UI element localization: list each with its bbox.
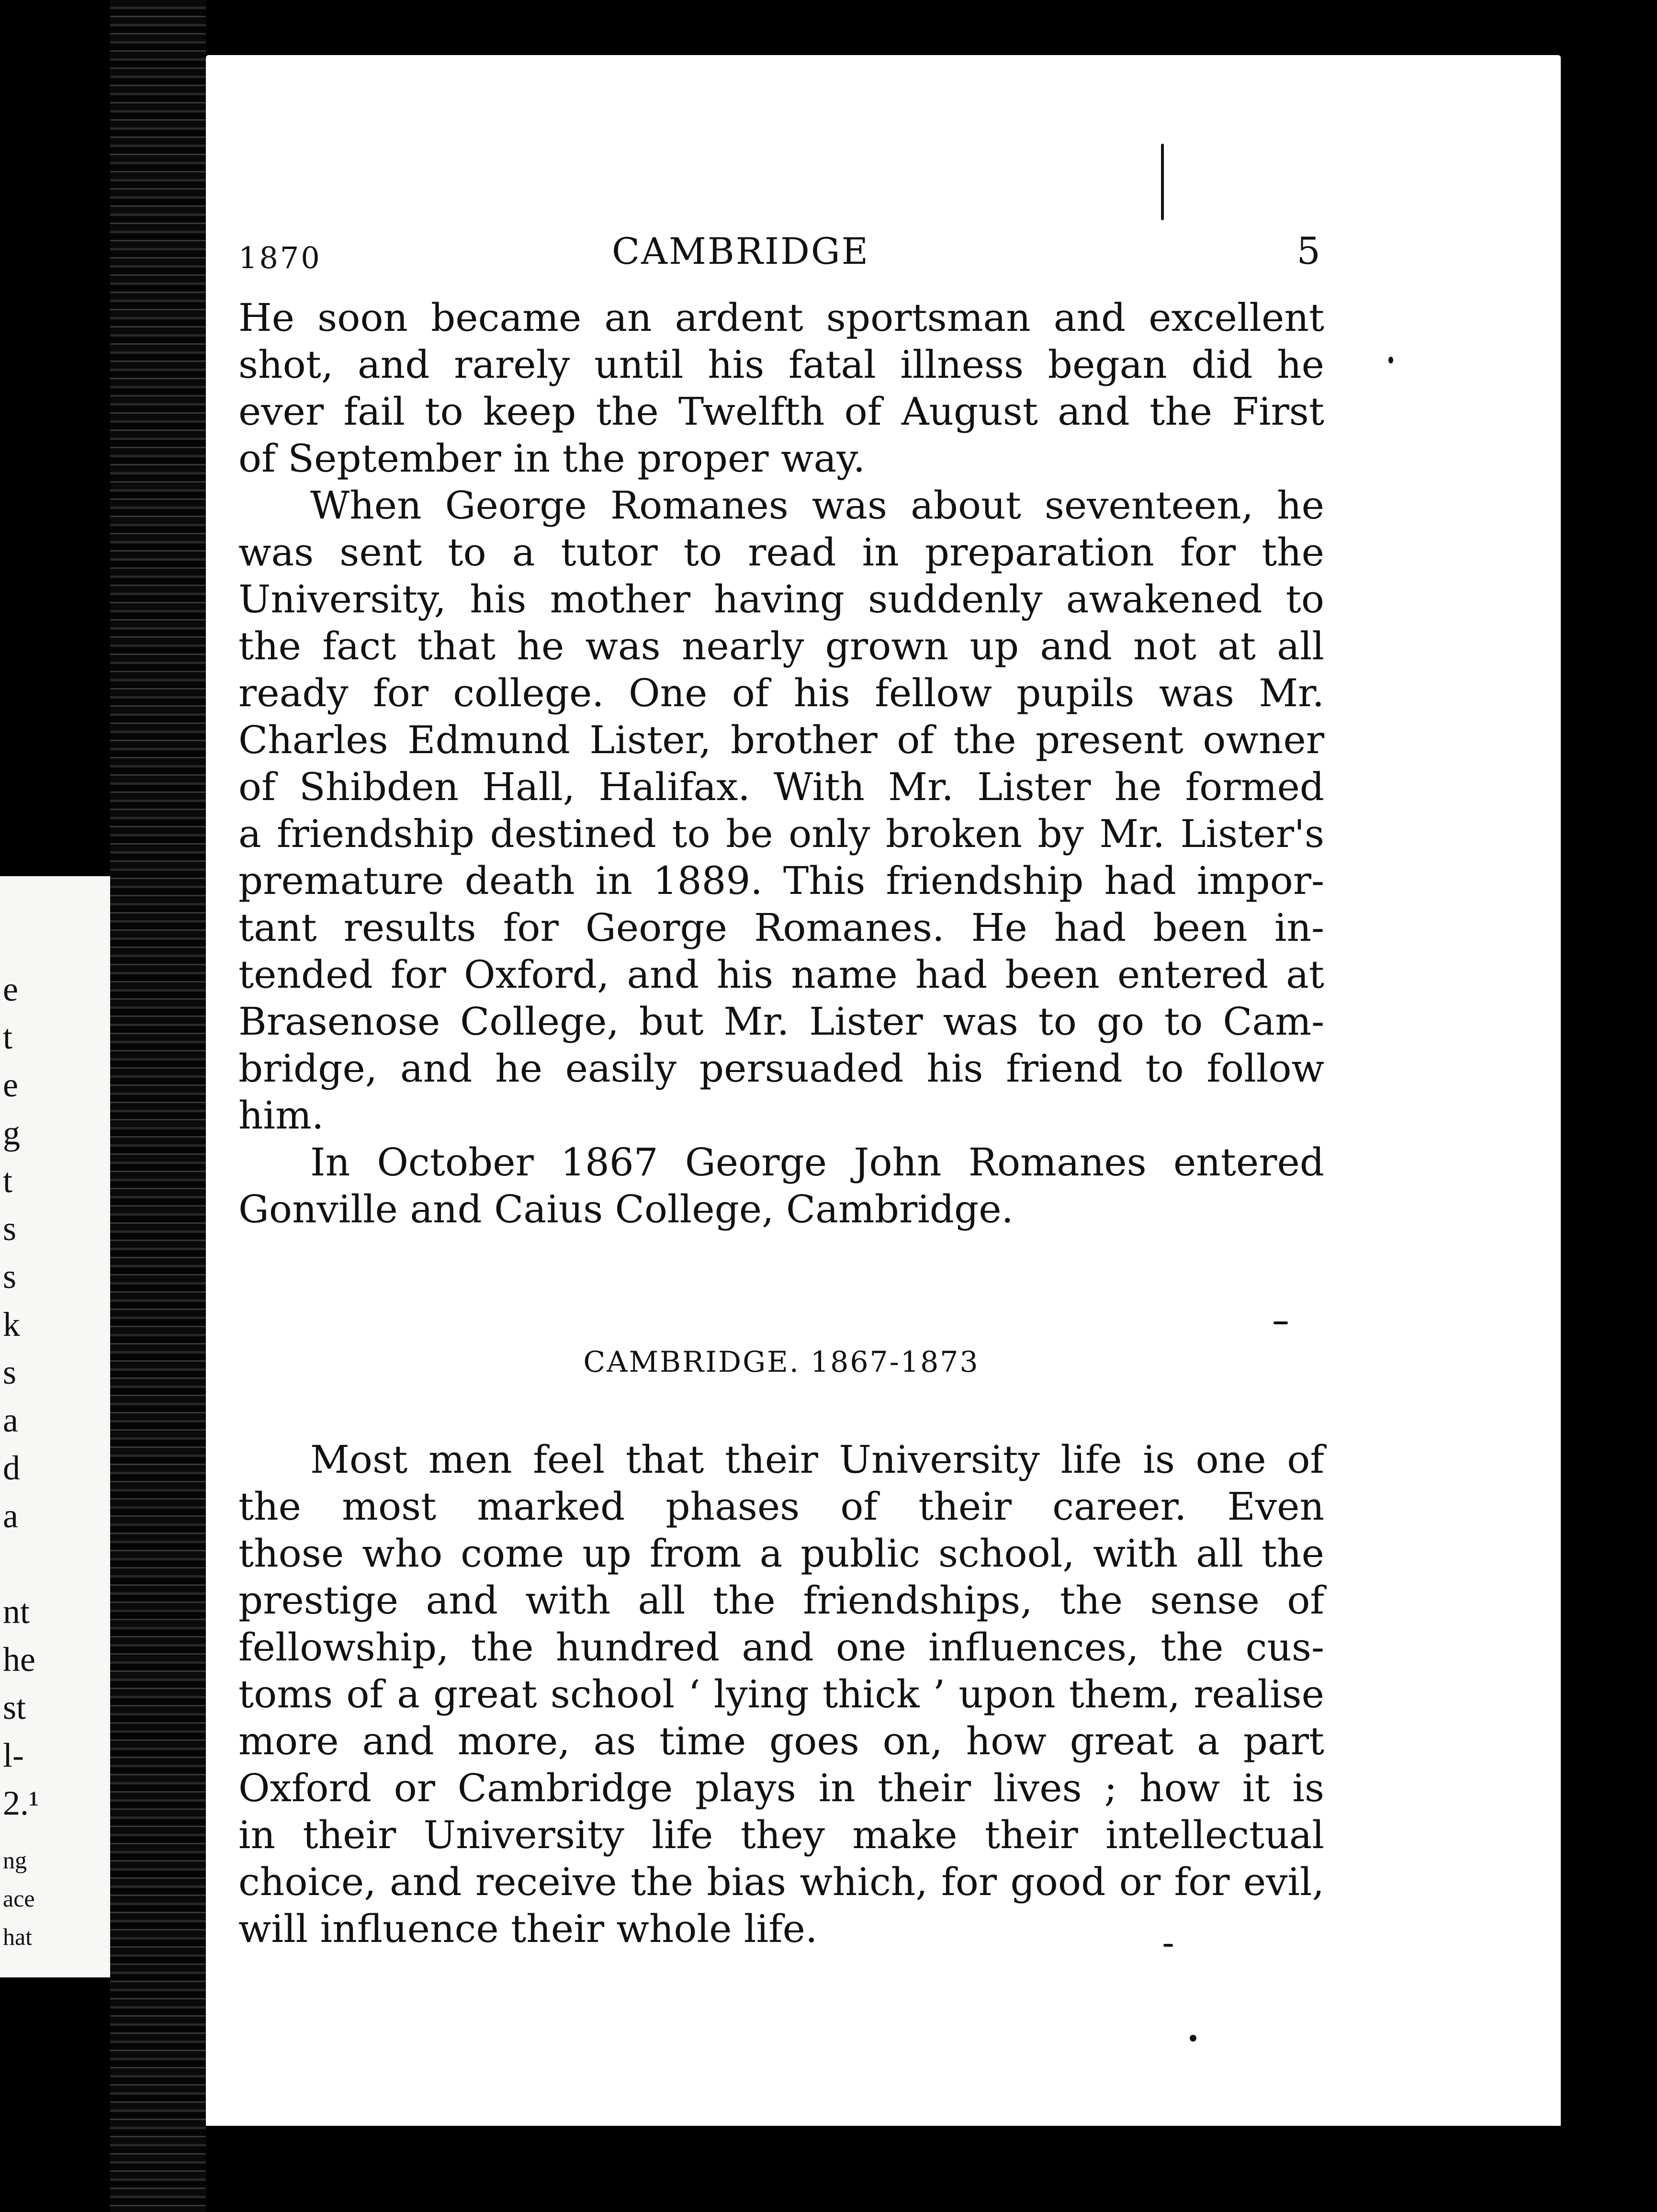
- text-line: shot, and rarely until his fatal illness began did he: [238, 342, 1324, 387]
- facing-page-letter: e: [3, 1066, 18, 1104]
- text-line: When George Romanes was about seventeen, he: [310, 483, 1324, 528]
- text-line: University, his mother having suddenly awakened to: [238, 577, 1324, 621]
- facing-page-letter: a: [3, 1401, 18, 1439]
- text-line: Brasenose College, but Mr. Lister was to go to Cam-: [238, 999, 1324, 1044]
- scan-speck: [1274, 1321, 1288, 1324]
- facing-page-letter: a: [3, 1497, 18, 1535]
- facing-page-letter: s: [3, 1257, 17, 1296]
- header-year: 1870: [238, 240, 322, 275]
- facing-page-letter: hat: [3, 1923, 33, 1950]
- text-line: prestige and with all the friendships, the sense of: [238, 1578, 1324, 1623]
- text-line: a friendship destined to be only broken by Mr. Lister's: [238, 812, 1324, 856]
- text-line: those who come up from a public school, with all the: [238, 1531, 1324, 1576]
- scan-speck: [1190, 2035, 1196, 2042]
- facing-page-letter: e: [3, 970, 18, 1008]
- text-line: Oxford or Cambridge plays in their lives ; how it is: [238, 1766, 1324, 1810]
- facing-page-letter: l-: [3, 1736, 24, 1774]
- page-bottom-edge: [206, 2126, 1561, 2133]
- text-line: tant results for George Romanes. He had been in-: [238, 905, 1324, 950]
- text-line: Charles Edmund Lister, brother of the present owner: [238, 718, 1324, 762]
- text-line: toms of a great school ‘ lying thick ’ upon them, realise: [238, 1672, 1324, 1716]
- text-line: more and more, as time goes on, how great a part: [238, 1719, 1324, 1763]
- text-line: Gonville and Caius College, Cambridge.: [238, 1187, 1014, 1231]
- text-line: choice, and receive the bias which, for good or for evil,: [238, 1860, 1324, 1904]
- scan-speck: [1388, 357, 1393, 363]
- scan-speck: [1163, 1944, 1173, 1947]
- text-line: him.: [238, 1093, 324, 1138]
- facing-page-letter: st: [3, 1688, 26, 1727]
- facing-page-letter: d: [3, 1449, 20, 1487]
- text-line: In October 1867 George John Romanes entered: [310, 1140, 1324, 1185]
- scan-speck: [1161, 144, 1164, 220]
- book-spine: [110, 0, 206, 2212]
- text-line: fellowship, the hundred and one influences, the cus-: [238, 1625, 1324, 1670]
- body-text-block-1: [238, 294, 1324, 1233]
- facing-page-letter: k: [3, 1305, 20, 1343]
- header-title: CAMBRIDGE: [612, 230, 870, 272]
- facing-page-letter: he: [3, 1640, 35, 1679]
- facing-page-letter: 2.¹: [3, 1784, 39, 1822]
- facing-page-fragment: [0, 876, 110, 1977]
- page-number: 5: [1296, 230, 1320, 273]
- text-line: premature death in 1889. This friendship had impor-: [238, 858, 1324, 903]
- text-line: the fact that he was nearly grown up and not at all: [238, 624, 1324, 668]
- text-line: of Shibden Hall, Halifax. With Mr. Lister he formed: [238, 765, 1324, 809]
- text-line: Most men feel that their University life is one of: [310, 1437, 1324, 1482]
- facing-page-letter: t: [3, 1162, 13, 1200]
- running-header: [238, 226, 1320, 279]
- facing-page-letter: ace: [3, 1885, 35, 1912]
- text-line: He soon became an ardent sportsman and excellent: [238, 295, 1324, 340]
- text-line: ever fail to keep the Twelfth of August and the First: [238, 389, 1324, 434]
- facing-page-letter: s: [3, 1353, 17, 1391]
- text-line: the most marked phases of their career. Even: [238, 1484, 1324, 1529]
- facing-page-letter: s: [3, 1209, 17, 1248]
- text-line: was sent to a tutor to read in preparation for the: [238, 530, 1324, 575]
- body-text-block-2: [238, 1436, 1324, 1952]
- section-heading: CAMBRIDGE. 1867-1873: [583, 1345, 980, 1379]
- text-line: in their University life they make their intellectual: [238, 1813, 1324, 1857]
- facing-page-letter: g: [3, 1114, 20, 1152]
- text-line: ready for college. One of his fellow pupils was Mr.: [238, 671, 1324, 715]
- facing-page-letter: ng: [3, 1847, 27, 1873]
- text-line: will influence their whole life.: [238, 1907, 818, 1951]
- text-line: of September in the proper way.: [238, 436, 866, 481]
- facing-page-letter: t: [3, 1018, 13, 1056]
- facing-page-letter: nt: [3, 1592, 30, 1631]
- text-line: bridge, and he easily persuaded his friend to follow: [238, 1046, 1324, 1091]
- text-line: tended for Oxford, and his name had been entered at: [238, 952, 1324, 997]
